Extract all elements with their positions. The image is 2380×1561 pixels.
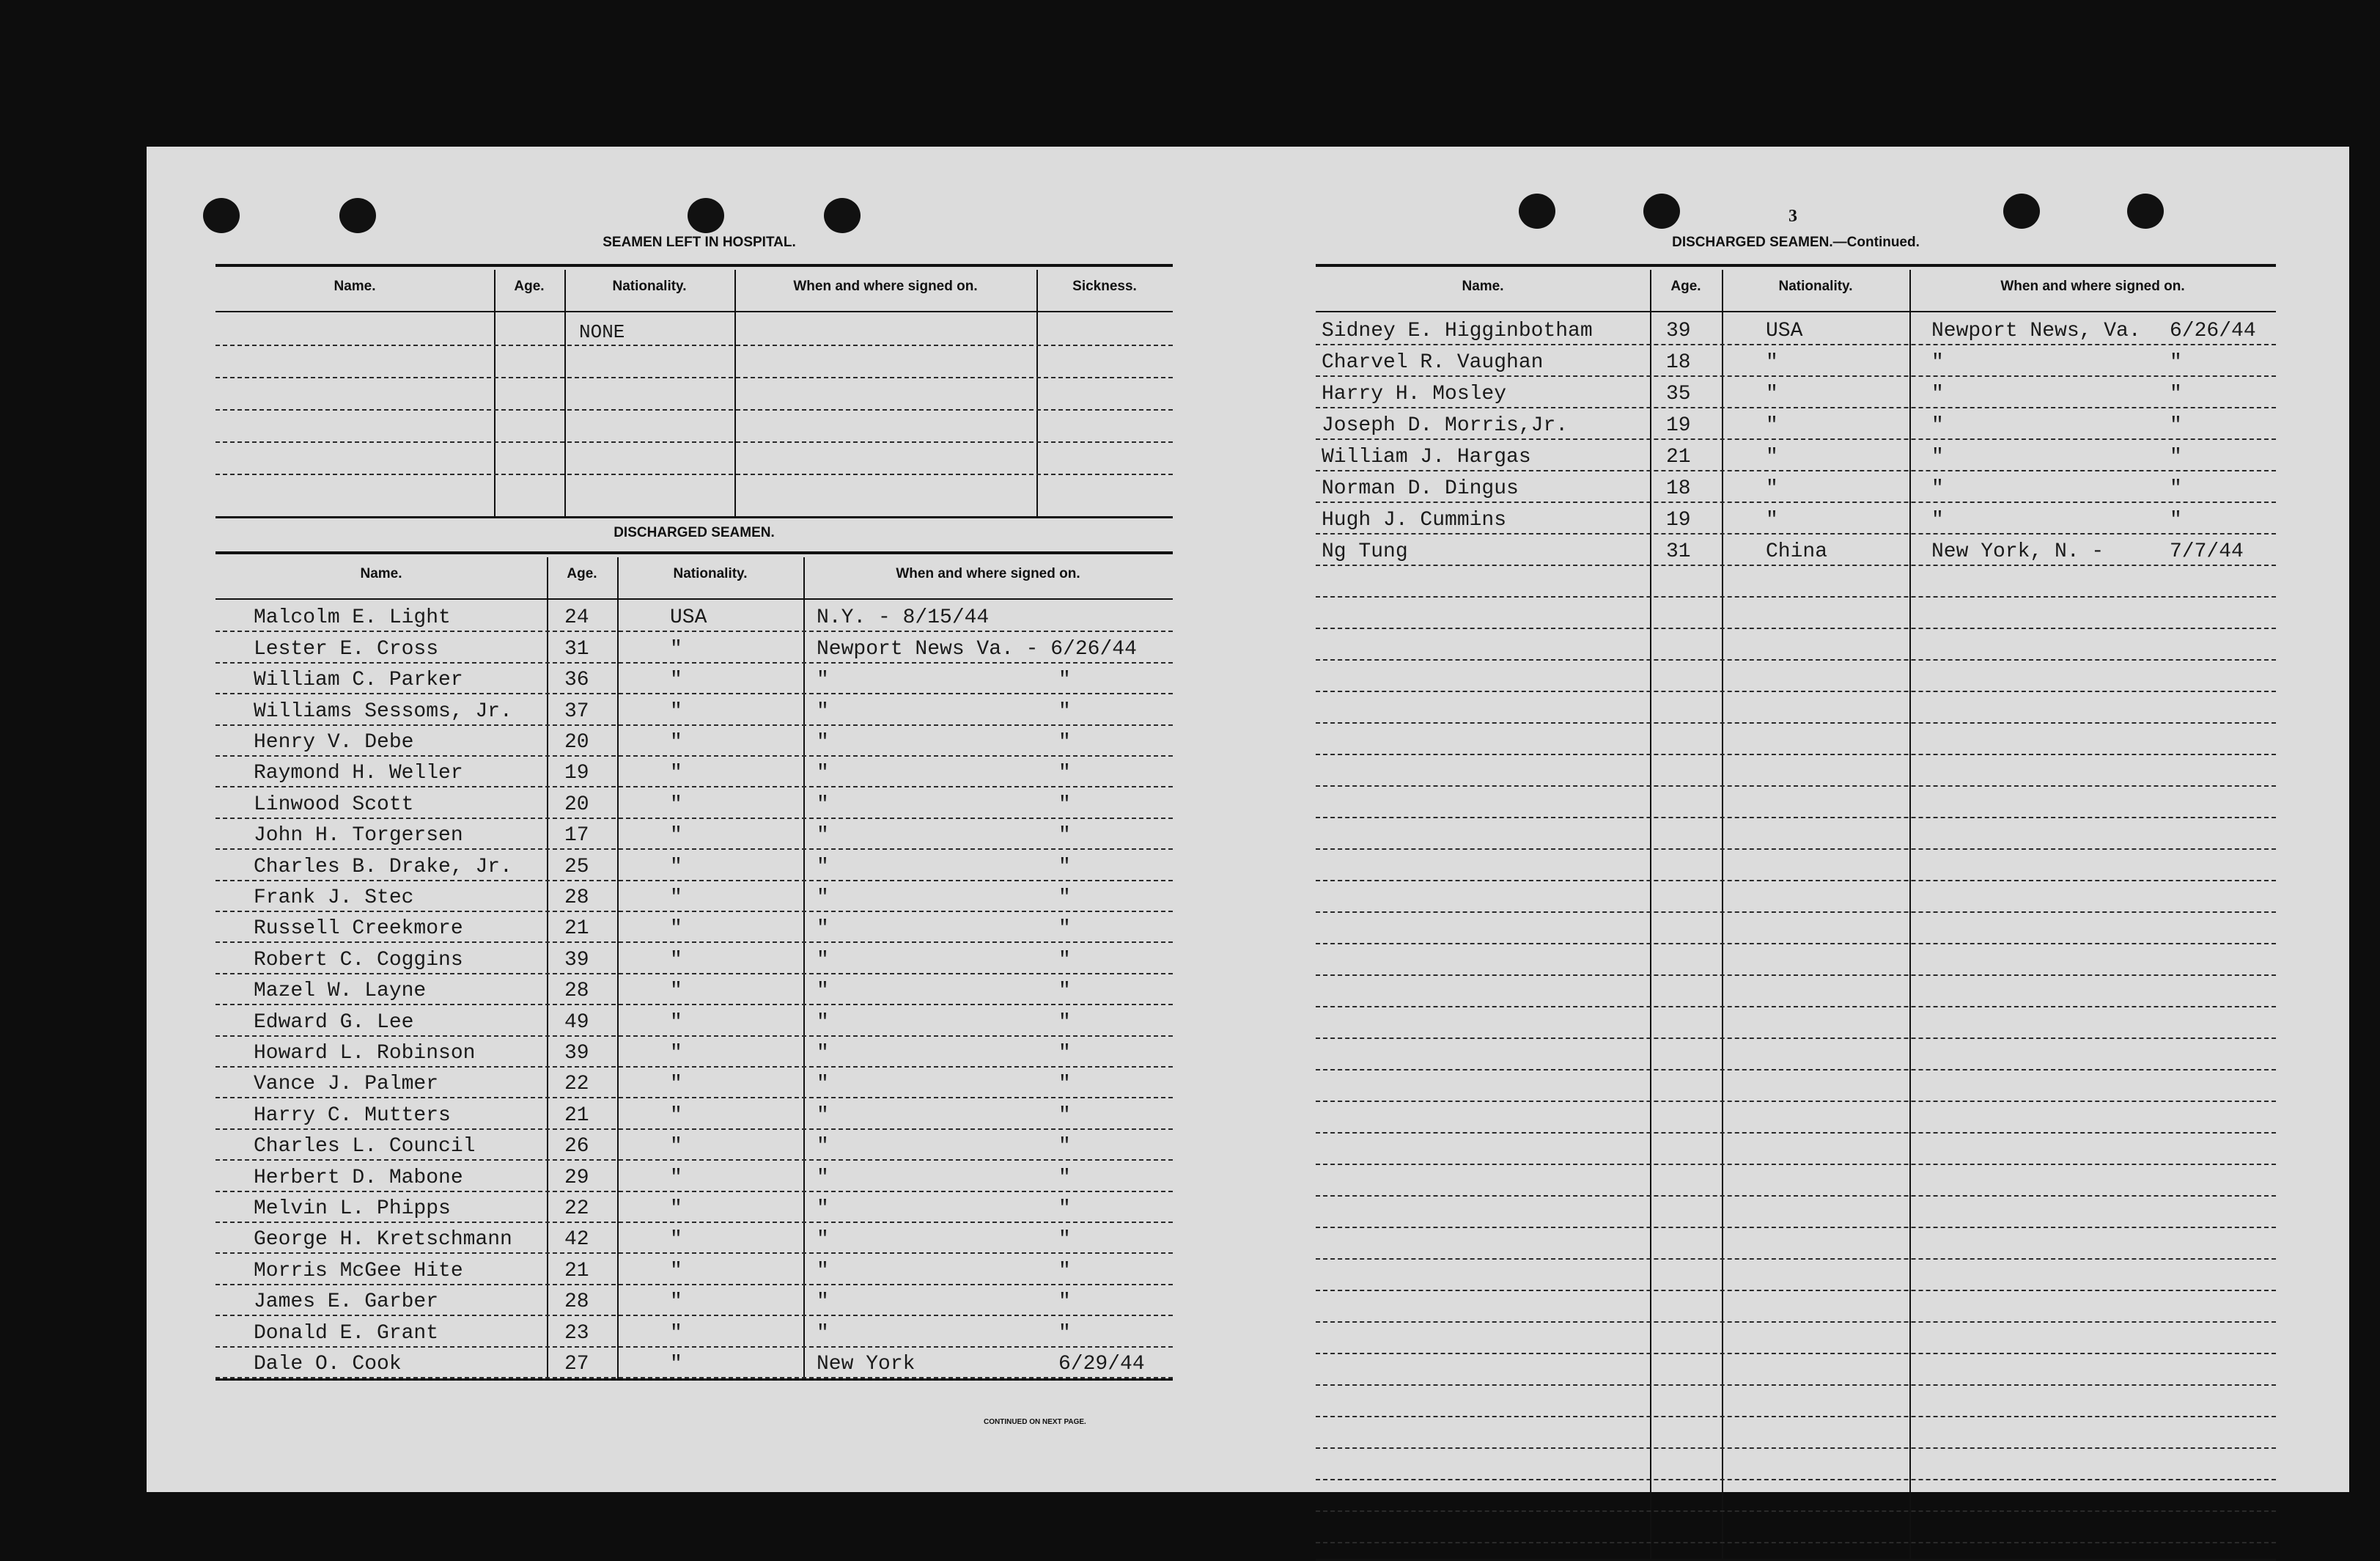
signed-on-place: ": [817, 948, 829, 972]
seaman-name: Herbert D. Mabone: [254, 1166, 463, 1189]
table-row: [215, 631, 1173, 663]
col-age-header: Age.: [1670, 279, 1701, 294]
table-row: [1316, 974, 2276, 1007]
seaman-age: 23: [564, 1321, 589, 1345]
seaman-name: John H. Torgersen: [254, 824, 463, 848]
seaman-age: 28: [564, 886, 589, 909]
seaman-nationality: ": [1766, 414, 1778, 437]
seaman-nationality: ": [670, 1166, 682, 1189]
table-row: [1316, 1416, 2276, 1449]
table-row: [215, 818, 1173, 850]
table-row: [1316, 943, 2276, 976]
seaman-name: Raymond H. Weller: [254, 762, 463, 785]
seaman-age: 25: [564, 855, 589, 878]
table-row: [215, 724, 1173, 757]
seaman-nationality: ": [670, 793, 682, 816]
col-name-header: Name.: [1462, 279, 1504, 294]
signed-on-date: ": [1058, 1041, 1071, 1065]
col-when-where-header: When and where signed on.: [793, 279, 978, 294]
seaman-age: 21: [1666, 446, 1691, 469]
seaman-age: 49: [564, 1010, 589, 1034]
seaman-name: Morris McGee Hite: [254, 1259, 463, 1282]
signed-on-date: ": [1058, 699, 1071, 723]
signed-on-place: ": [817, 886, 829, 909]
table-row: [1316, 1132, 2276, 1165]
punch-hole: [339, 198, 376, 233]
seaman-name: Malcolm E. Light: [254, 606, 451, 630]
seaman-nationality: ": [670, 762, 682, 785]
seaman-name: Edward G. Lee: [254, 1010, 414, 1034]
table-row: [215, 1315, 1173, 1347]
seaman-age: 29: [564, 1166, 589, 1189]
seaman-age: 39: [1666, 320, 1691, 342]
table-row: [215, 312, 1173, 346]
table-row: [1316, 1290, 2276, 1323]
seaman-age: 39: [564, 948, 589, 972]
signed-on-date: 7/7/44: [2170, 540, 2244, 563]
table-row: [215, 1128, 1173, 1161]
seaman-age: 19: [564, 762, 589, 785]
seaman-age: 24: [564, 606, 589, 630]
table-row: [215, 1004, 1173, 1036]
table-row: [215, 1159, 1173, 1191]
seaman-age: 17: [564, 824, 589, 848]
table-row: [215, 755, 1173, 787]
signed-on-date: ": [1058, 669, 1071, 692]
discharged-continued-table: [1316, 264, 2276, 1561]
page-number: 3: [1788, 207, 1797, 226]
punch-hole: [824, 198, 861, 233]
signed-on-place: ": [817, 980, 829, 1003]
discharged-section-title: DISCHARGED SEAMEN.: [614, 525, 775, 540]
table-row: [215, 848, 1173, 881]
signed-on-date: ": [1058, 855, 1071, 878]
col-age-header: Age.: [567, 566, 597, 581]
seaman-age: 21: [564, 1103, 589, 1127]
seaman-nationality: ": [670, 824, 682, 848]
punch-hole: [1643, 194, 1680, 229]
seaman-nationality: ": [670, 855, 682, 878]
seaman-age: 39: [564, 1041, 589, 1065]
table-row: [1316, 1384, 2276, 1417]
seaman-name: Henry V. Debe: [254, 730, 414, 754]
seaman-nationality: ": [670, 1352, 682, 1375]
seaman-nationality: ": [670, 886, 682, 909]
seaman-nationality: USA: [1766, 320, 1803, 342]
seaman-nationality: ": [670, 1103, 682, 1127]
signed-on-place: ": [817, 1259, 829, 1282]
seaman-nationality: ": [1766, 509, 1778, 532]
table-row: [215, 345, 1173, 378]
signed-on-date: ": [2170, 446, 2182, 469]
table-row: [1316, 691, 2276, 724]
table-row: [1316, 754, 2276, 787]
signed-on-date: ": [1058, 1228, 1071, 1252]
table-row: [1316, 1258, 2276, 1291]
signed-on-date: 6/29/44: [1058, 1352, 1145, 1375]
signed-on-place: ": [817, 762, 829, 785]
signed-on-date: ": [1058, 1103, 1071, 1127]
punch-hole: [2127, 194, 2164, 229]
signed-on-date: ": [1058, 886, 1071, 909]
seaman-nationality: ": [670, 1197, 682, 1220]
signed-on-date: ": [2170, 351, 2182, 374]
seaman-name: James E. Garber: [254, 1290, 439, 1314]
seaman-name: Charvel R. Vaughan: [1322, 351, 1544, 374]
seaman-age: 20: [564, 793, 589, 816]
table-row: [215, 662, 1173, 694]
signed-on-date: ": [1058, 762, 1071, 785]
seaman-age: 22: [564, 1073, 589, 1096]
signed-on-place: ": [817, 793, 829, 816]
signed-on-date: 6/26/44: [2170, 320, 2256, 342]
signed-on-place: ": [817, 1321, 829, 1345]
signed-on-date: ": [2170, 414, 2182, 437]
seaman-age: 27: [564, 1352, 589, 1375]
seaman-nationality: ": [1766, 383, 1778, 405]
seaman-name: Donald E. Grant: [254, 1321, 439, 1345]
seaman-name: William C. Parker: [254, 669, 463, 692]
seaman-age: 20: [564, 730, 589, 754]
signed-on-date: ": [1058, 730, 1071, 754]
table-row: [1316, 1479, 2276, 1512]
table-row: [1316, 470, 2276, 503]
table-row: [215, 1222, 1173, 1254]
signed-on-date: ": [1058, 1010, 1071, 1034]
table-row: [215, 973, 1173, 1005]
table-row: [1316, 565, 2276, 598]
signed-on-date: ": [2170, 509, 2182, 532]
seaman-name: Frank J. Stec: [254, 886, 414, 909]
seaman-name: Linwood Scott: [254, 793, 414, 816]
col-nationality-header: Nationality.: [1778, 279, 1853, 294]
signed-on-place: ": [1931, 477, 1944, 500]
seaman-age: 42: [564, 1228, 589, 1252]
col-sickness-header: Sickness.: [1072, 279, 1137, 294]
seaman-nationality: ": [1766, 446, 1778, 469]
punch-hole: [1519, 194, 1555, 229]
seaman-age: 22: [564, 1197, 589, 1220]
document-paper: [147, 147, 2349, 1492]
seaman-name: Charles L. Council: [254, 1135, 476, 1158]
table-row: [215, 941, 1173, 974]
seaman-name: Charles B. Drake, Jr.: [254, 855, 512, 878]
discharged-continued-title: DISCHARGED SEAMEN.—Continued.: [1672, 235, 1920, 250]
table-row: [1316, 533, 2276, 566]
table-row: [1316, 1006, 2276, 1039]
seaman-nationality: ": [670, 1010, 682, 1034]
seaman-nationality: China: [1766, 540, 1828, 563]
table-row: [1316, 375, 2276, 408]
table-row: [1316, 880, 2276, 913]
seaman-age: 31: [564, 637, 589, 661]
seaman-nationality: ": [670, 1290, 682, 1314]
seaman-name: Russell Creekmore: [254, 917, 463, 941]
signed-on-date: ": [1058, 948, 1071, 972]
col-name-header: Name.: [334, 279, 376, 294]
seaman-age: 19: [1666, 414, 1691, 437]
signed-on-place: N.Y. - 8/15/44: [817, 606, 990, 630]
seaman-age: 26: [564, 1135, 589, 1158]
continued-note: CONTINUED ON NEXT PAGE.: [984, 1418, 1086, 1426]
seaman-nationality: ": [670, 1259, 682, 1282]
signed-on-place: ": [817, 1166, 829, 1189]
signed-on-date: ": [1058, 1259, 1071, 1282]
hospital-table: [215, 264, 1173, 518]
signed-on-place: ": [817, 669, 829, 692]
signed-on-place: ": [1931, 414, 1944, 437]
signed-on-place: Newport News, Va.: [1931, 320, 2141, 342]
seaman-name: Hugh J. Cummins: [1322, 509, 1507, 532]
hospital-table-header: [215, 270, 1173, 312]
signed-on-place: ": [817, 1010, 829, 1034]
signed-on-place: ": [817, 917, 829, 941]
table-row: [215, 1191, 1173, 1223]
signed-on-place: ": [1931, 351, 1944, 374]
signed-on-place: Newport News Va. - 6/26/44: [817, 637, 1137, 661]
col-when-where-header: When and where signed on.: [896, 566, 1080, 581]
seaman-nationality: ": [670, 1135, 682, 1158]
table-row: [1316, 1510, 2276, 1543]
table-row: [215, 880, 1173, 912]
punch-hole: [203, 198, 240, 233]
seaman-name: Mazel W. Layne: [254, 980, 427, 1003]
signed-on-place: ": [1931, 509, 1944, 532]
table-row: [1316, 1195, 2276, 1228]
signed-on-place: New York, N. -: [1931, 540, 2104, 563]
signed-on-place: ": [817, 1197, 829, 1220]
signed-on-date: ": [1058, 1073, 1071, 1096]
table-row: [1316, 722, 2276, 755]
table-row: [1316, 1069, 2276, 1102]
signed-on-place: ": [817, 855, 829, 878]
seaman-name: Melvin L. Phipps: [254, 1197, 451, 1220]
table-row: [1316, 312, 2276, 345]
seaman-nationality: ": [670, 1073, 682, 1096]
table-row: [215, 693, 1173, 725]
table-row: [1316, 628, 2276, 661]
seaman-name: Vance J. Palmer: [254, 1073, 439, 1096]
signed-on-date: ": [1058, 980, 1071, 1003]
col-when-where-header: When and where signed on.: [2000, 279, 2185, 294]
seaman-nationality: ": [670, 1041, 682, 1065]
table-row: [215, 1252, 1173, 1285]
seaman-nationality: ": [670, 637, 682, 661]
seaman-nationality: ": [670, 669, 682, 692]
table-row: [215, 1035, 1173, 1068]
seaman-nationality: ": [670, 917, 682, 941]
signed-on-place: ": [817, 1135, 829, 1158]
seaman-name: William J. Hargas: [1322, 446, 1531, 469]
col-name-header: Name.: [360, 566, 402, 581]
seaman-age: 35: [1666, 383, 1691, 405]
table-row: [215, 441, 1173, 475]
seaman-age: 18: [1666, 351, 1691, 374]
table-row: [1316, 1164, 2276, 1197]
seaman-age: 18: [1666, 477, 1691, 500]
seaman-name: Lester E. Cross: [254, 637, 439, 661]
signed-on-date: ": [1058, 917, 1071, 941]
seaman-nationality: ": [670, 980, 682, 1003]
table-row: [1316, 1037, 2276, 1070]
table-row: [1316, 1101, 2276, 1134]
table-row: [1316, 1321, 2276, 1354]
table-row: [215, 377, 1173, 411]
signed-on-place: New York: [817, 1352, 915, 1375]
seaman-nationality: ": [670, 948, 682, 972]
seaman-name: Robert C. Coggins: [254, 948, 463, 972]
seaman-age: 36: [564, 669, 589, 692]
table-row: [215, 1284, 1173, 1316]
seaman-name: Ng Tung: [1322, 540, 1408, 563]
col-age-header: Age.: [514, 279, 545, 294]
seaman-name: Harry H. Mosley: [1322, 383, 1507, 405]
seaman-nationality: ": [1766, 351, 1778, 374]
signed-on-place: ": [1931, 446, 1944, 469]
signed-on-date: ": [1058, 1197, 1071, 1220]
table-row: [215, 1066, 1173, 1098]
table-row: [1316, 1227, 2276, 1260]
signed-on-place: ": [817, 1041, 829, 1065]
signed-on-date: ": [2170, 477, 2182, 500]
signed-on-place: ": [817, 1228, 829, 1252]
table-row: [1316, 596, 2276, 629]
signed-on-place: ": [817, 1290, 829, 1314]
table-row: [1316, 785, 2276, 818]
table-row: [215, 911, 1173, 943]
seaman-name: Sidney E. Higginbotham: [1322, 320, 1593, 342]
table-row: [215, 1346, 1173, 1378]
seaman-nationality: ": [670, 699, 682, 723]
col-nationality-header: Nationality.: [673, 566, 748, 581]
signed-on-date: ": [1058, 793, 1071, 816]
discharged-continued-header: [1316, 270, 2276, 312]
table-row: [215, 409, 1173, 443]
seaman-nationality: ": [670, 1321, 682, 1345]
table-row: [1316, 407, 2276, 440]
table-row: [1316, 659, 2276, 692]
table-row: [1316, 817, 2276, 850]
hospital-entry-none: NONE: [579, 321, 625, 343]
signed-on-place: ": [817, 824, 829, 848]
table-row: [215, 600, 1173, 632]
table-row: [215, 1097, 1173, 1129]
signed-on-place: ": [817, 730, 829, 754]
seaman-name: Dale O. Cook: [254, 1352, 402, 1375]
table-row: [1316, 911, 2276, 944]
seaman-age: 37: [564, 699, 589, 723]
seaman-nationality: USA: [670, 606, 707, 630]
signed-on-date: ": [1058, 1290, 1071, 1314]
signed-on-place: ": [817, 699, 829, 723]
signed-on-place: ": [817, 1103, 829, 1127]
seaman-name: George H. Kretschmann: [254, 1228, 512, 1252]
seaman-age: 21: [564, 917, 589, 941]
seaman-age: 28: [564, 980, 589, 1003]
seaman-age: 21: [564, 1259, 589, 1282]
seaman-age: 28: [564, 1290, 589, 1314]
seaman-name: Howard L. Robinson: [254, 1041, 476, 1065]
discharged-table-header: [215, 557, 1173, 600]
seaman-name: Harry C. Mutters: [254, 1103, 451, 1127]
punch-hole: [2003, 194, 2040, 229]
table-row: [1316, 1353, 2276, 1386]
seaman-nationality: ": [670, 1228, 682, 1252]
seaman-name: Norman D. Dingus: [1322, 477, 1519, 500]
signed-on-date: ": [1058, 1135, 1071, 1158]
punch-hole: [688, 198, 724, 233]
table-row: [1316, 438, 2276, 471]
seaman-age: 19: [1666, 509, 1691, 532]
signed-on-date: ": [2170, 383, 2182, 405]
table-row: [1316, 1447, 2276, 1480]
seaman-name: Williams Sessoms, Jr.: [254, 699, 512, 723]
table-row: [1316, 344, 2276, 377]
hospital-section-title: SEAMEN LEFT IN HOSPITAL.: [603, 235, 796, 250]
seaman-nationality: ": [1766, 477, 1778, 500]
signed-on-place: ": [1931, 383, 1944, 405]
signed-on-place: ": [817, 1073, 829, 1096]
table-row: [215, 786, 1173, 818]
table-row: [1316, 502, 2276, 535]
seaman-nationality: ": [670, 730, 682, 754]
signed-on-date: ": [1058, 824, 1071, 848]
seaman-age: 31: [1666, 540, 1691, 563]
signed-on-date: ": [1058, 1166, 1071, 1189]
discharged-table: [215, 551, 1173, 1381]
col-nationality-header: Nationality.: [612, 279, 687, 294]
signed-on-date: ": [1058, 1321, 1071, 1345]
seaman-name: Joseph D. Morris,Jr.: [1322, 414, 1569, 437]
table-row: [1316, 848, 2276, 881]
